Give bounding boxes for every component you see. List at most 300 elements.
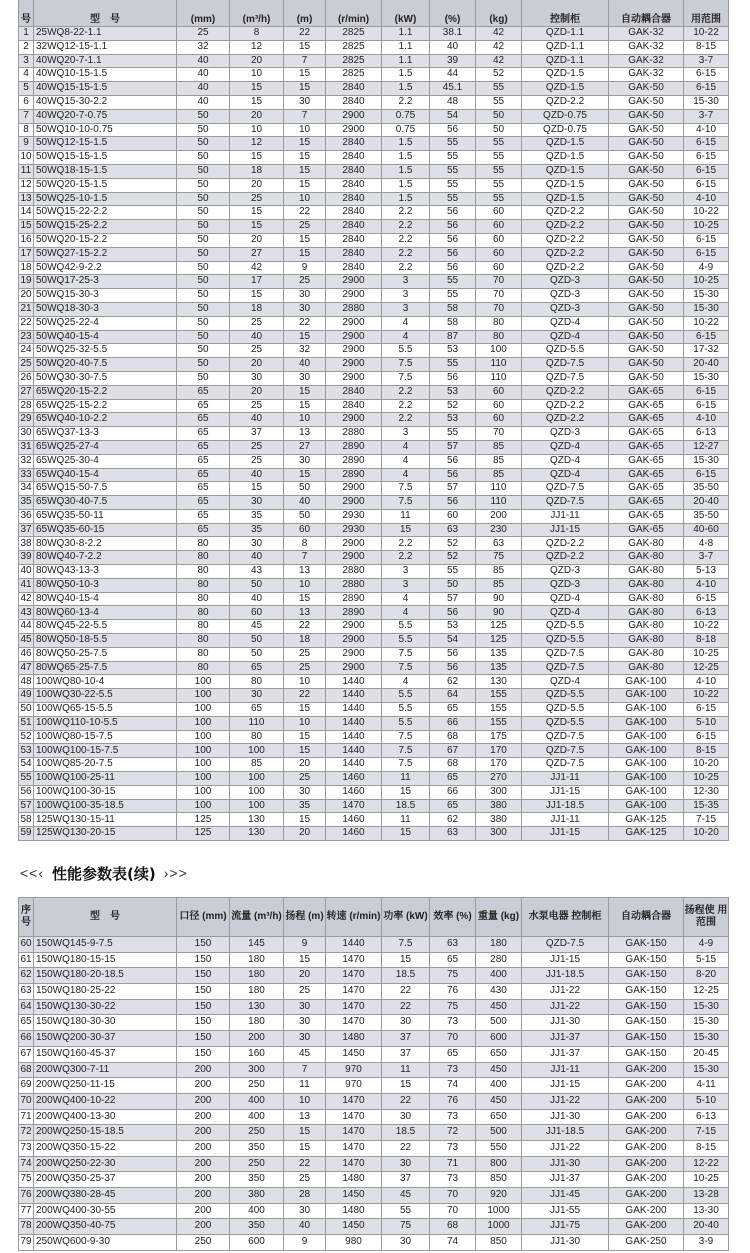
cell-model: 80WQ50-10-3 [34, 578, 177, 592]
cell-efficiency: 70 [430, 1188, 476, 1204]
cell-head: 45 [284, 1046, 326, 1062]
table-row [19, 164, 729, 178]
cell-head: 15 [284, 1140, 326, 1156]
cell-weight: 63 [476, 537, 522, 551]
cell-model: 200WQ250-22-30 [34, 1156, 177, 1172]
cell-speed: 2900 [326, 344, 382, 358]
cell-coupler: GAK-100 [609, 744, 684, 758]
cell-efficiency: 56 [430, 496, 476, 510]
table-header-row [19, 898, 729, 937]
cell-index: 56 [19, 785, 34, 799]
cell-coupler: GAK-100 [609, 730, 684, 744]
cell-index: 68 [19, 1062, 34, 1078]
cell-model: 50WQ15-22-2.2 [34, 206, 177, 220]
cell-head-range: 4-9 [684, 937, 729, 953]
cell-control-cabinet: QZD-0.75 [522, 109, 609, 123]
cell-index: 73 [19, 1140, 34, 1156]
cell-efficiency: 54 [430, 634, 476, 648]
cell-power: 7.5 [382, 937, 430, 953]
cell-flow: 600 [230, 1235, 284, 1251]
cell-speed: 2840 [326, 137, 382, 151]
cell-efficiency: 75 [430, 999, 476, 1015]
cell-bore: 50 [177, 316, 230, 330]
cell-power: 2.2 [382, 551, 430, 565]
cell-head: 13 [284, 427, 326, 441]
cell-bore: 25 [177, 27, 230, 41]
cell-weight: 80 [476, 330, 522, 344]
cell-efficiency: 56 [430, 606, 476, 620]
cell-speed: 1440 [326, 937, 382, 953]
cell-bore: 100 [177, 730, 230, 744]
cell-control-cabinet: QZD-2.2 [522, 537, 609, 551]
cell-power: 0.75 [382, 123, 430, 137]
cell-coupler: GAK-100 [609, 799, 684, 813]
cell-speed: 2900 [326, 496, 382, 510]
table-row [19, 1140, 729, 1156]
cell-efficiency: 56 [430, 220, 476, 234]
cell-head: 32 [284, 344, 326, 358]
cell-bore: 65 [177, 440, 230, 454]
cell-model: 50WQ18-15-1.5 [34, 164, 177, 178]
cell-model: 100WQ65-15-5.5 [34, 703, 177, 717]
cell-model: 65WQ30-40-7.5 [34, 496, 177, 510]
cell-power: 37 [382, 1046, 430, 1062]
cell-speed: 2890 [326, 468, 382, 482]
cell-bore: 100 [177, 758, 230, 772]
cell-index: 74 [19, 1156, 34, 1172]
cell-head-range: 20-45 [684, 1046, 729, 1062]
cell-weight: 110 [476, 482, 522, 496]
cell-coupler: GAK-80 [609, 647, 684, 661]
cell-head: 20 [284, 827, 326, 841]
cell-index: 12 [19, 178, 34, 192]
cell-head: 15 [284, 330, 326, 344]
header-model: 型 号 [34, 0, 177, 27]
cell-weight: 85 [476, 440, 522, 454]
cell-speed: 2840 [326, 178, 382, 192]
cell-index: 65 [19, 1015, 34, 1031]
cell-power: 30 [382, 1015, 430, 1031]
cell-model: 65WQ40-10-2.2 [34, 413, 177, 427]
cell-power: 15 [382, 1078, 430, 1094]
cell-control-cabinet: JJ1-15 [522, 785, 609, 799]
cell-control-cabinet: QZD-4 [522, 440, 609, 454]
cell-efficiency: 63 [430, 937, 476, 953]
cell-speed: 1480 [326, 1203, 382, 1219]
cell-efficiency: 56 [430, 454, 476, 468]
cell-control-cabinet: JJ1-22 [522, 984, 609, 1000]
cell-efficiency: 73 [430, 1172, 476, 1188]
cell-head-range: 6-15 [684, 592, 729, 606]
cell-coupler: GAK-50 [609, 220, 684, 234]
cell-index: 10 [19, 151, 34, 165]
cell-speed: 1440 [326, 689, 382, 703]
cell-coupler: GAK-80 [609, 661, 684, 675]
cell-weight: 42 [476, 54, 522, 68]
cell-head: 13 [284, 565, 326, 579]
cell-flow: 25 [230, 316, 284, 330]
cell-control-cabinet: JJ1-75 [522, 1219, 609, 1235]
cell-head: 10 [284, 192, 326, 206]
cell-efficiency: 56 [430, 233, 476, 247]
cell-control-cabinet: QZD-5.5 [522, 620, 609, 634]
cell-control-cabinet: QZD-2.2 [522, 233, 609, 247]
cell-control-cabinet: JJ1-37 [522, 1046, 609, 1062]
cell-control-cabinet: JJ1-22 [522, 1140, 609, 1156]
cell-head: 18 [284, 634, 326, 648]
cell-head-range: 3-7 [684, 109, 729, 123]
table-row [19, 744, 729, 758]
cell-speed: 2840 [326, 206, 382, 220]
cell-control-cabinet: JJ1-15 [522, 523, 609, 537]
cell-flow: 60 [230, 606, 284, 620]
cell-head: 9 [284, 261, 326, 275]
cell-index: 18 [19, 261, 34, 275]
cell-head-range: 15-30 [684, 1031, 729, 1047]
table-row [19, 137, 729, 151]
cell-head: 15 [284, 703, 326, 717]
cell-weight: 60 [476, 399, 522, 413]
cell-speed: 2880 [326, 302, 382, 316]
cell-bore: 80 [177, 661, 230, 675]
cell-bore: 150 [177, 1046, 230, 1062]
cell-model: 200WQ250-15-18.5 [34, 1125, 177, 1141]
cell-model: 100WQ85-20-7.5 [34, 758, 177, 772]
cell-model: 80WQ60-13-4 [34, 606, 177, 620]
cell-model: 65WQ25-15-2.2 [34, 399, 177, 413]
cell-power: 5.5 [382, 689, 430, 703]
cell-control-cabinet: JJ1-22 [522, 1093, 609, 1109]
cell-model: 50WQ10-10-0.75 [34, 123, 177, 137]
table-row [19, 937, 729, 953]
cell-bore: 65 [177, 509, 230, 523]
cell-bore: 65 [177, 496, 230, 510]
cell-coupler: GAK-50 [609, 164, 684, 178]
header-speed: (r/min) [326, 0, 382, 27]
cell-weight: 60 [476, 220, 522, 234]
cell-head: 25 [284, 772, 326, 786]
cell-power: 5.5 [382, 620, 430, 634]
table-row [19, 427, 729, 441]
cell-coupler: GAK-50 [609, 233, 684, 247]
cell-bore: 50 [177, 123, 230, 137]
cell-coupler: GAK-150 [609, 999, 684, 1015]
cell-weight: 550 [476, 1140, 522, 1156]
cell-model: 50WQ42-9-2.2 [34, 261, 177, 275]
cell-flow: 110 [230, 716, 284, 730]
cell-flow: 25 [230, 399, 284, 413]
cell-flow: 35 [230, 509, 284, 523]
cell-speed: 2840 [326, 233, 382, 247]
cell-head: 22 [284, 1156, 326, 1172]
cell-head: 40 [284, 358, 326, 372]
cell-speed: 2840 [326, 82, 382, 96]
header-bore: (mm) [177, 0, 230, 27]
cell-model: 65WQ35-60-15 [34, 523, 177, 537]
cell-head: 30 [284, 95, 326, 109]
cell-flow: 100 [230, 772, 284, 786]
cell-control-cabinet: JJ1-15 [522, 952, 609, 968]
cell-efficiency: 53 [430, 385, 476, 399]
cell-power: 4 [382, 454, 430, 468]
cell-head: 10 [284, 578, 326, 592]
cell-weight: 55 [476, 137, 522, 151]
cell-bore: 50 [177, 164, 230, 178]
cell-flow: 180 [230, 952, 284, 968]
cell-head-range: 12-25 [684, 984, 729, 1000]
cell-power: 18.5 [382, 968, 430, 984]
cell-flow: 250 [230, 1125, 284, 1141]
cell-coupler: GAK-150 [609, 937, 684, 953]
cell-coupler: GAK-200 [609, 1109, 684, 1125]
table-row [19, 592, 729, 606]
cell-weight: 110 [476, 496, 522, 510]
cell-weight: 85 [476, 468, 522, 482]
cell-head: 30 [284, 785, 326, 799]
cell-weight: 50 [476, 109, 522, 123]
cell-head: 15 [284, 151, 326, 165]
cell-index: 54 [19, 758, 34, 772]
cell-weight: 75 [476, 551, 522, 565]
cell-bore: 50 [177, 109, 230, 123]
cell-control-cabinet: QZD-4 [522, 468, 609, 482]
cell-index: 8 [19, 123, 34, 137]
cell-head: 15 [284, 137, 326, 151]
table-row [19, 984, 729, 1000]
cell-power: 7.5 [382, 482, 430, 496]
performance-table-2 [18, 897, 729, 1251]
cell-efficiency: 56 [430, 647, 476, 661]
header-control-cabinet: 水泵电器 控制柜 [522, 898, 609, 937]
cell-flow: 42 [230, 261, 284, 275]
cell-model: 150WQ180-25-22 [34, 984, 177, 1000]
cell-bore: 200 [177, 1125, 230, 1141]
cell-control-cabinet: QZD-1.1 [522, 27, 609, 41]
table-row [19, 537, 729, 551]
cell-efficiency: 65 [430, 952, 476, 968]
cell-head: 40 [284, 1219, 326, 1235]
table-row [19, 578, 729, 592]
cell-power: 11 [382, 509, 430, 523]
table-row [19, 468, 729, 482]
cell-head: 25 [284, 984, 326, 1000]
cell-flow: 65 [230, 661, 284, 675]
cell-efficiency: 40 [430, 40, 476, 54]
cell-speed: 1480 [326, 1172, 382, 1188]
cell-model: 65WQ15-50-7.5 [34, 482, 177, 496]
cell-speed: 2900 [326, 275, 382, 289]
cell-power: 1.5 [382, 151, 430, 165]
table-row [19, 178, 729, 192]
table-row [19, 82, 729, 96]
cell-head-range: 15-30 [684, 999, 729, 1015]
cell-index: 77 [19, 1203, 34, 1219]
table-row [19, 813, 729, 827]
cell-weight: 300 [476, 785, 522, 799]
cell-head-range: 6-13 [684, 427, 729, 441]
cell-control-cabinet: JJ1-18.5 [522, 968, 609, 984]
cell-head: 20 [284, 758, 326, 772]
cell-head: 15 [284, 744, 326, 758]
cell-power: 7.5 [382, 358, 430, 372]
cell-efficiency: 55 [430, 178, 476, 192]
table-row [19, 1015, 729, 1031]
cell-flow: 30 [230, 371, 284, 385]
cell-head-range: 10-25 [684, 275, 729, 289]
cell-power: 11 [382, 813, 430, 827]
cell-coupler: GAK-50 [609, 358, 684, 372]
cell-power: 11 [382, 1062, 430, 1078]
cell-model: 200WQ350-25-37 [34, 1172, 177, 1188]
cell-weight: 850 [476, 1172, 522, 1188]
cell-control-cabinet: QZD-5.5 [522, 689, 609, 703]
cell-efficiency: 54 [430, 109, 476, 123]
cell-head-range: 12-27 [684, 440, 729, 454]
cell-control-cabinet: QZD-5.5 [522, 716, 609, 730]
cell-efficiency: 56 [430, 371, 476, 385]
cell-flow: 40 [230, 413, 284, 427]
cell-weight: 500 [476, 1125, 522, 1141]
table-row [19, 123, 729, 137]
cell-speed: 1450 [326, 1188, 382, 1204]
cell-head-range: 10-22 [684, 689, 729, 703]
table-row [19, 440, 729, 454]
cell-bore: 150 [177, 999, 230, 1015]
cell-bore: 50 [177, 192, 230, 206]
table-row [19, 1235, 729, 1251]
cell-head-range: 6-15 [684, 137, 729, 151]
cell-control-cabinet: QZD-1.5 [522, 178, 609, 192]
cell-model: 80WQ40-7-2.2 [34, 551, 177, 565]
cell-flow: 400 [230, 1093, 284, 1109]
cell-head-range: 15-35 [684, 799, 729, 813]
cell-flow: 45 [230, 620, 284, 634]
cell-model: 100WQ30-22-5.5 [34, 689, 177, 703]
cell-efficiency: 74 [430, 1235, 476, 1251]
cell-power: 55 [382, 1203, 430, 1219]
cell-index: 44 [19, 620, 34, 634]
cell-coupler: GAK-50 [609, 123, 684, 137]
cell-head: 20 [284, 968, 326, 984]
cell-weight: 100 [476, 344, 522, 358]
cell-head-range: 15-30 [684, 289, 729, 303]
cell-bore: 50 [177, 289, 230, 303]
cell-power: 22 [382, 999, 430, 1015]
cell-weight: 170 [476, 744, 522, 758]
cell-head: 22 [284, 206, 326, 220]
cell-head: 30 [284, 454, 326, 468]
cell-efficiency: 56 [430, 123, 476, 137]
cell-efficiency: 68 [430, 730, 476, 744]
cell-power: 4 [382, 592, 430, 606]
cell-weight: 55 [476, 95, 522, 109]
table-row [19, 1203, 729, 1219]
cell-model: 50WQ15-25-2.2 [34, 220, 177, 234]
cell-index: 9 [19, 137, 34, 151]
cell-head-range: 10-22 [684, 27, 729, 41]
cell-speed: 2930 [326, 509, 382, 523]
cell-model: 40WQ15-15-1.5 [34, 82, 177, 96]
cell-flow: 20 [230, 358, 284, 372]
cell-bore: 80 [177, 578, 230, 592]
cell-speed: 1470 [326, 952, 382, 968]
cell-head-range: 10-25 [684, 220, 729, 234]
cell-coupler: GAK-100 [609, 772, 684, 786]
cell-model: 50WQ25-10-1.5 [34, 192, 177, 206]
cell-flow: 12 [230, 137, 284, 151]
cell-index: 57 [19, 799, 34, 813]
cell-bore: 80 [177, 606, 230, 620]
cell-speed: 970 [326, 1062, 382, 1078]
cell-efficiency: 44 [430, 68, 476, 82]
cell-power: 7.5 [382, 496, 430, 510]
cell-weight: 450 [476, 999, 522, 1015]
cell-flow: 65 [230, 703, 284, 717]
cell-index: 14 [19, 206, 34, 220]
cell-control-cabinet: QZD-7.5 [522, 937, 609, 953]
cell-head-range: 6-15 [684, 730, 729, 744]
cell-control-cabinet: QZD-1.5 [522, 137, 609, 151]
cell-head: 10 [284, 1093, 326, 1109]
cell-weight: 270 [476, 772, 522, 786]
cell-control-cabinet: QZD-1.1 [522, 40, 609, 54]
cell-coupler: GAK-125 [609, 813, 684, 827]
cell-head: 7 [284, 551, 326, 565]
cell-coupler: GAK-125 [609, 827, 684, 841]
cell-index: 1 [19, 27, 34, 41]
cell-model: 50WQ30-30-7.5 [34, 371, 177, 385]
cell-control-cabinet: QZD-4 [522, 675, 609, 689]
cell-power: 4 [382, 675, 430, 689]
cell-coupler: GAK-32 [609, 27, 684, 41]
cell-head-range: 4-10 [684, 123, 729, 137]
cell-bore: 65 [177, 468, 230, 482]
cell-flow: 30 [230, 537, 284, 551]
cell-bore: 150 [177, 1031, 230, 1047]
cell-control-cabinet: JJ1-11 [522, 813, 609, 827]
cell-weight: 60 [476, 413, 522, 427]
cell-power: 22 [382, 1093, 430, 1109]
cell-coupler: GAK-50 [609, 330, 684, 344]
cell-weight: 52 [476, 68, 522, 82]
cell-speed: 2900 [326, 661, 382, 675]
cell-index: 16 [19, 233, 34, 247]
table-row [19, 772, 729, 786]
cell-efficiency: 57 [430, 592, 476, 606]
cell-flow: 300 [230, 1062, 284, 1078]
cell-index: 23 [19, 330, 34, 344]
cell-control-cabinet: QZD-1.5 [522, 164, 609, 178]
cell-head-range: 3-7 [684, 54, 729, 68]
table-row [19, 247, 729, 261]
cell-coupler: GAK-200 [609, 1203, 684, 1219]
cell-weight: 130 [476, 675, 522, 689]
cell-model: 100WQ100-25-11 [34, 772, 177, 786]
cell-index: 4 [19, 68, 34, 82]
cell-head: 15 [284, 592, 326, 606]
cell-weight: 1000 [476, 1203, 522, 1219]
header-flow: 流量 (m³/h) [230, 898, 284, 937]
cell-control-cabinet: QZD-0.75 [522, 123, 609, 137]
cell-efficiency: 38.1 [430, 27, 476, 41]
cell-efficiency: 65 [430, 1046, 476, 1062]
cell-flow: 180 [230, 984, 284, 1000]
cell-control-cabinet: QZD-2.2 [522, 261, 609, 275]
cell-head: 22 [284, 689, 326, 703]
cell-weight: 155 [476, 716, 522, 730]
cell-speed: 2900 [326, 551, 382, 565]
cell-weight: 500 [476, 1015, 522, 1031]
